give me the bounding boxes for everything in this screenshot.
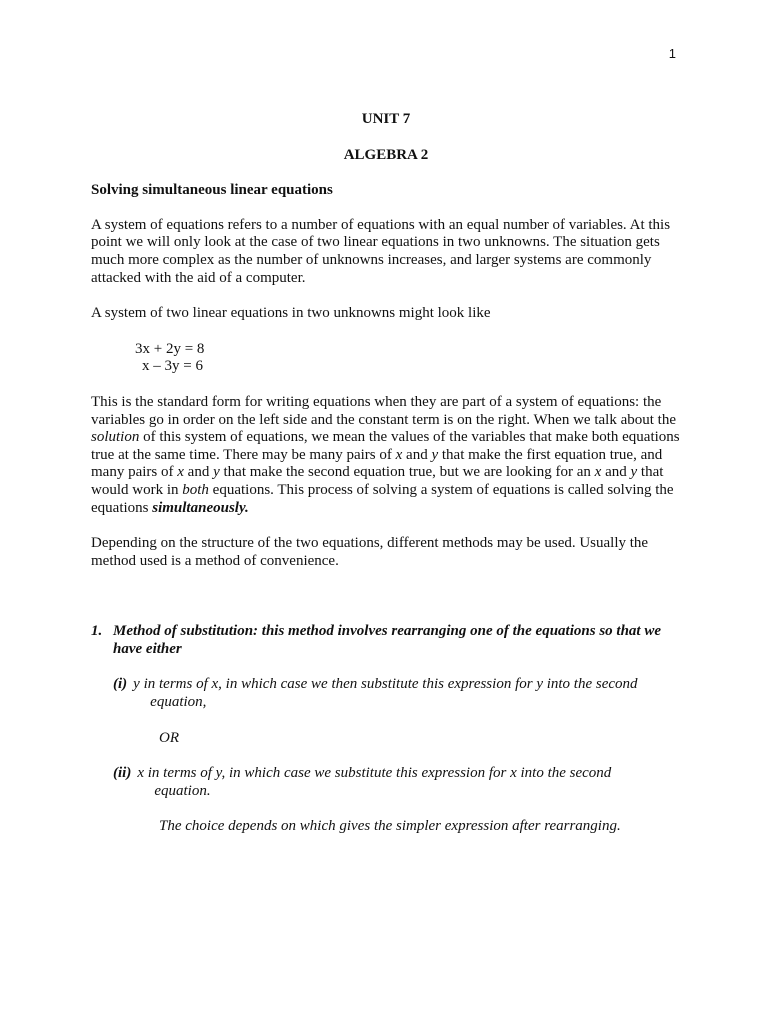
variable-x: x xyxy=(177,464,184,481)
equation-1: 3x + 2y = 8 xyxy=(135,340,205,357)
methods-paragraph: Depending on the structure of the two equations, different methods may be used. Usually the method used is a method of convenience. xyxy=(91,535,649,569)
equation-2: x – 3y = 6 xyxy=(142,358,203,375)
variable-y: y xyxy=(213,464,220,481)
method-heading xyxy=(91,623,681,658)
unit-heading: UNIT 7 xyxy=(361,111,411,127)
variable-y: y xyxy=(431,446,439,463)
document-body xyxy=(91,110,681,836)
section-title: Solving simultaneous linear equations xyxy=(91,182,333,199)
text-run: and xyxy=(402,446,432,463)
method-number: 1. xyxy=(91,623,103,640)
variable-x: x xyxy=(395,446,403,463)
text-run: that make the first equation true, and many pairs of xyxy=(91,446,663,481)
text-run: and xyxy=(601,464,631,481)
choice-note: The choice depends on which gives the simpler expression after rearranging. xyxy=(159,818,621,835)
option-line: equation, xyxy=(150,694,207,711)
text-run: that make the second equation true, but we are looking for an xyxy=(219,464,595,481)
text-run: This is the standard form for writing equations when they are part of a system of equations: the variables go in order on the left side and the constant term is on the right. When we talk about the xyxy=(91,393,676,428)
option-line: x in terms of y, in which case we substitute this expression for x into the second xyxy=(137,765,612,782)
standard-form-paragraph xyxy=(91,394,681,517)
emphasis-both: both xyxy=(182,481,209,498)
text-run: that would work in xyxy=(91,464,664,498)
option-label: (i) xyxy=(113,676,128,693)
intro-paragraph: A system of equations refers to a number of equations with an equal number of variables. At this point we will only look at the case of two linear equations in two unknowns. The situation gets much more complex as the number of unknowns increases, and larger systems are commonly attacked with the aid of a computer. xyxy=(91,216,671,286)
option-line: equation. xyxy=(154,782,211,799)
text-run: of this system of equations, we mean the values of the variables that make both equations true at the same time. There may be many pairs of xyxy=(91,429,680,463)
option-line: y in terms of x, in which case we then substitute this expression for y into the second xyxy=(133,676,638,693)
variable-y: y xyxy=(630,464,638,481)
or-separator: OR xyxy=(159,729,179,746)
option-i xyxy=(113,676,681,711)
option-text xyxy=(137,765,681,800)
page-number: 1 xyxy=(668,46,676,61)
text-run: and xyxy=(183,464,214,481)
emphasis-simultaneously: simultaneously. xyxy=(152,499,249,516)
option-label: (ii) xyxy=(113,765,132,782)
method-text: Method of substitution: this method involves rearranging one of the equations so that we have either xyxy=(113,623,661,657)
text-run: equations. This process of solving a system of equations is called solving the equations xyxy=(91,481,674,516)
equation-system xyxy=(135,341,681,376)
emphasis-solution: solution xyxy=(91,429,140,446)
option-ii xyxy=(113,765,681,800)
variable-x: x xyxy=(594,464,602,481)
system-intro-paragraph: A system of two linear equations in two unknowns might look like xyxy=(91,305,491,322)
option-text xyxy=(133,676,681,711)
subject-heading: ALGEBRA 2 xyxy=(343,146,429,163)
